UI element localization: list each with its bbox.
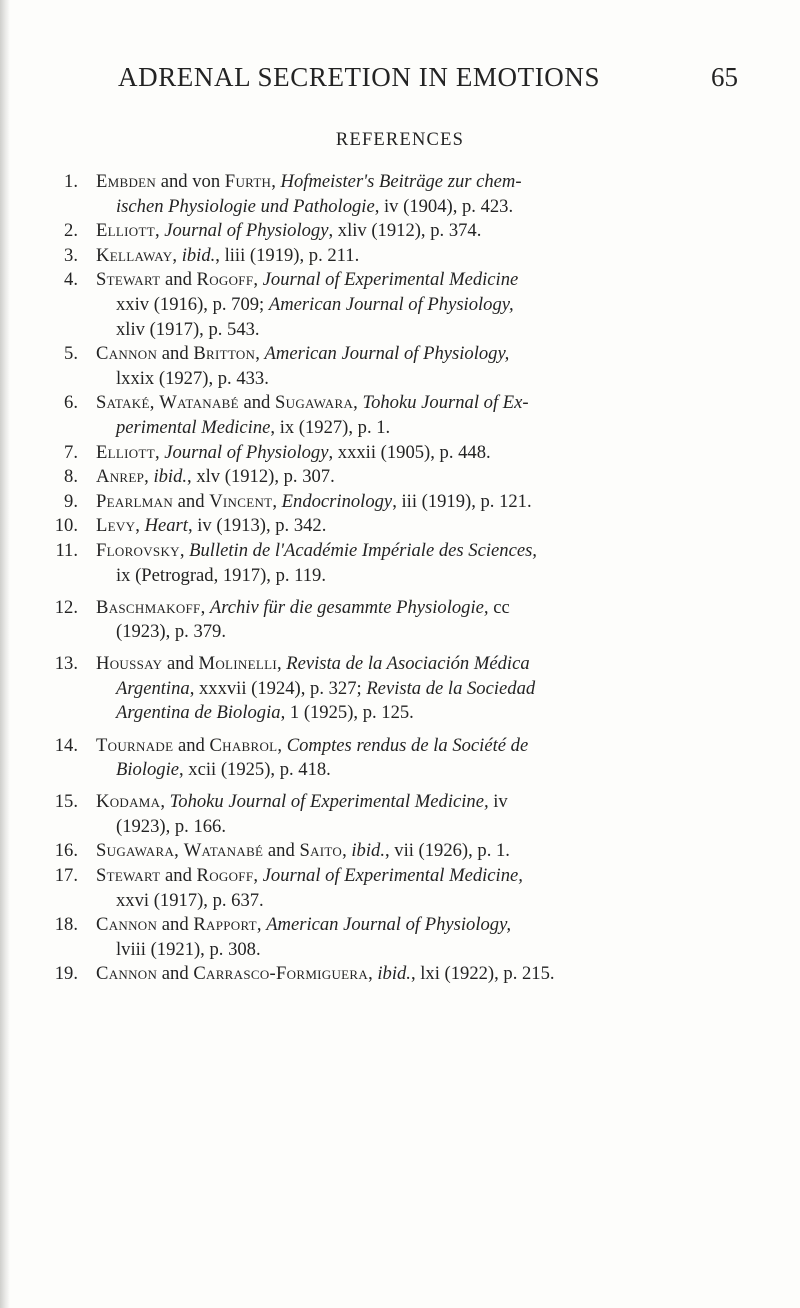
ref-title: American Journal of Physiology, [266,914,511,936]
ref-number: 15. [54,791,78,813]
ref-title-cont: perimental Medicine [116,416,271,438]
reference-item [46,539,766,588]
ref-author: Florovsky [96,539,180,561]
ref-punct: , [271,171,281,192]
ref-author: Anrep [96,466,145,488]
ref-punct: , [154,220,165,242]
ref-author: Stewart [96,269,161,291]
ref-title: ibid. [377,963,411,985]
ref-author: Cannon [96,343,158,365]
reference-item [46,839,766,864]
reference-item [46,244,766,269]
ref-number: 1. [64,171,78,192]
reference-item [46,514,766,539]
ref-punct: , [172,244,182,266]
reference-item [46,596,766,645]
ref-number: 11. [55,539,78,561]
ref-author: Baschmakoff [96,596,201,618]
ref-author: Molinelli [198,653,277,675]
ref-author: Furth [224,171,272,192]
reference-item [46,391,766,440]
ref-conn: and [160,269,197,291]
ref-title: American Journal of Physiology, [264,343,510,365]
reference-item [46,219,766,244]
ref-title: Hofmeister's Beiträge zur chem- [280,171,522,192]
ref-number: 18. [54,914,78,936]
ref-punct: , [342,840,352,862]
ref-author: Rapport [193,914,257,936]
ref-author: Rogoff [196,865,254,887]
ref-conn: and [263,840,300,862]
ref-author: Cannon [96,963,158,985]
reference-item [46,734,766,783]
ref-author: Cannon [96,914,158,936]
reference-item [46,864,766,913]
ref-punct: , [200,596,210,618]
ref-details: ix (Petrograd, 1917), p. 119. [116,564,327,586]
ref-title: Revista de la Sociedad [366,677,536,699]
ref-author: Carrasco-Formiguera [193,963,369,985]
ref-number: 17. [54,865,78,887]
ref-author: Elliott [96,441,155,463]
ref-title-cont: ischen Physiologie und Pathologie [116,195,375,217]
ref-punct: , [353,392,363,414]
ref-number: 2. [64,220,78,242]
ref-details: , xliv (1912), p. 374. [328,220,482,242]
ref-conn: and [157,343,194,365]
ref-author: Pearlman [96,490,174,512]
ref-details: , xcii (1925), p. 418. [179,759,331,781]
ref-number: 6. [64,392,78,414]
ref-conn: and [162,653,199,675]
ref-details: cc [488,596,510,618]
ref-details: lviii (1921), p. 308. [116,938,261,960]
ref-number: 4. [64,269,78,291]
ref-punct: , [179,539,190,561]
reference-item [46,170,766,219]
ref-punct: , [135,515,145,537]
reference-item [46,465,766,490]
ref-details: (1923), p. 166. [116,815,227,837]
ref-title: American Journal of Physiology, [268,293,514,315]
ref-title: ibid. [181,244,216,266]
ref-title: Journal of Experimental Medicine, [262,865,523,887]
ref-details: xxvi (1917), p. 637. [116,889,264,911]
ref-details: , xxxii (1905), p. 448. [328,441,491,463]
ref-title: Tohoku Journal of Experimental Medicine, [169,791,489,813]
ref-title: Heart [144,515,188,537]
ref-number: 12. [54,596,78,618]
ref-number: 13. [54,653,78,675]
ref-number: 19. [54,963,78,985]
ref-details: , ix (1927), p. 1. [270,416,391,438]
ref-author: Sugawara, Watanabé [96,840,264,862]
ref-author: Britton [193,343,256,365]
ref-author: Embden [96,171,157,192]
ref-author: Levy [96,515,136,537]
ref-author: Kellaway [96,244,173,266]
ref-conn: and [238,392,275,414]
ref-author: Elliott [96,220,155,242]
ref-number: 9. [64,490,78,512]
section-title: REFERENCES [335,130,465,150]
ref-details: , iv (1904), p. 423. [374,195,514,217]
ref-title: ibid. [153,466,188,488]
ref-punct: , [253,269,263,291]
ref-punct: , [277,734,287,756]
reference-item [46,268,766,342]
ref-author: Chabrol [209,734,278,756]
ref-author: Saito [299,840,343,862]
ref-details: , lxi (1922), p. 215. [410,963,555,985]
ref-title: Bulletin de l'Académie Impériale des Sciences, [189,539,537,561]
ref-details: lxxix (1927), p. 433. [116,367,269,389]
ref-title: Revista de la Asociación Médica [286,653,530,675]
ref-conn: and [173,490,210,512]
ref-details: (1923), p. 379. [116,621,227,643]
ref-punct: , [253,865,263,887]
reference-list [46,170,766,987]
ref-conn: and von [156,171,225,192]
ref-punct: , [276,653,287,675]
page-header [118,62,738,98]
ref-punct: , [154,441,165,463]
reference-item [46,441,766,466]
ref-details: , iv (1913), p. 342. [187,515,327,537]
running-title: ADRENAL SECRETION IN EMOTIONS [118,62,601,92]
ref-author: Sugawara [275,392,354,414]
ref-punct: , [272,490,282,512]
ref-title-cont: Biologie [116,759,179,781]
ref-title: Journal of Physiology [164,220,329,242]
ref-details: xxiv (1916), p. 709; [116,293,269,315]
ref-details: , xxxvii (1924), p. 327; [189,677,367,699]
reference-item [46,913,766,962]
ref-details: xliv (1917), p. 543. [116,318,260,340]
reference-item [46,652,766,726]
ref-conn: and [160,865,197,887]
ref-number: 8. [64,466,78,488]
ref-number: 7. [64,441,78,463]
ref-author: Stewart [96,865,161,887]
ref-title-cont: Argentina [116,677,190,699]
ref-author: Sataké, Watanabé [96,392,239,414]
ref-author: Kodama [96,791,161,813]
reference-item [46,342,766,391]
ref-details: , liii (1919), p. 211. [215,244,360,266]
ref-title: Journal of Physiology [164,441,329,463]
ref-number: 10. [54,515,78,537]
ref-number: 3. [64,244,78,266]
ref-punct: , [256,914,267,936]
ref-conn: and [157,963,194,985]
ref-author: Rogoff [196,269,254,291]
ref-title: Comptes rendus de la Société de [286,734,529,756]
ref-punct: , [160,791,170,813]
reference-item [46,790,766,839]
ref-number: 14. [54,734,78,756]
ref-punct: , [368,963,378,985]
ref-conn: and [173,734,210,756]
ref-title-cont: Argentina de Biologia [116,702,281,724]
page-edge [0,0,10,1308]
ref-details: , iii (1919), p. 121. [392,490,532,512]
ref-title: ibid. [351,840,385,862]
ref-title: Archiv für die gesammte Physiologie, [209,596,489,618]
reference-item [46,962,766,987]
ref-author: Vincent [209,490,273,512]
ref-conn: and [157,914,194,936]
ref-number: 16. [54,840,78,862]
ref-punct: , [255,343,265,365]
ref-title: Journal of Experimental Medicine [262,269,519,291]
ref-author: Tournade [96,734,174,756]
ref-details: , 1 (1925), p. 125. [280,702,414,724]
ref-title: Tohoku Journal of Ex- [362,392,529,414]
ref-author: Houssay [96,653,163,675]
ref-details: , xlv (1912), p. 307. [187,466,335,488]
ref-details: , vii (1926), p. 1. [384,840,510,862]
reference-item [46,490,766,515]
page-number: 65 [711,62,738,92]
ref-title: Endocrinology [281,490,393,512]
ref-number: 5. [64,343,78,365]
ref-details: iv [488,791,508,813]
ref-punct: , [144,466,154,488]
